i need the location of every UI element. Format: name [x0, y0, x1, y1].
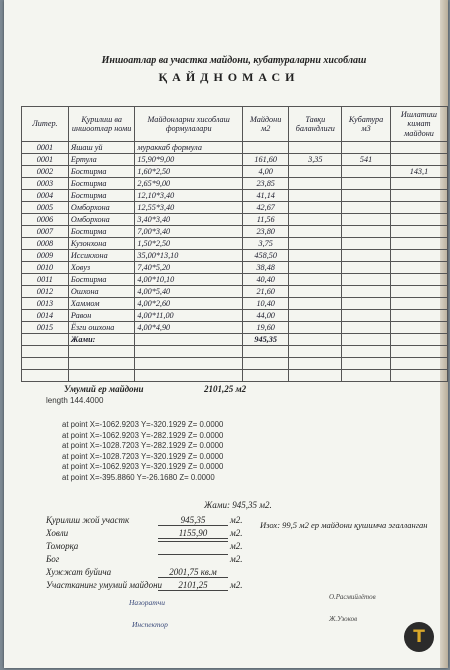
cell-height	[289, 322, 342, 334]
table-row	[22, 166, 448, 178]
point-row: at point X=-1028.7203 Y=-282.1929 Z= 0.0000	[62, 441, 224, 450]
summary-unit: м2.	[230, 541, 243, 551]
cell-liter: 0011	[22, 274, 69, 286]
cell-volume	[342, 274, 391, 286]
table-row	[22, 154, 448, 166]
empty-cell	[390, 334, 447, 346]
col-header-height: Тавқи баландлиги	[289, 107, 342, 142]
cell-formula: 7,40*5,20	[135, 262, 243, 274]
col-header-name: Қурилиш ва иншоотлар номи	[68, 107, 135, 142]
cell-formula: 4,00*5,40	[135, 286, 243, 298]
inspector-label: Инспектор	[132, 620, 168, 629]
summary-label: Ховли	[46, 528, 69, 538]
empty-cell	[342, 370, 391, 382]
summary-value: 2101,25	[158, 580, 228, 591]
cell-liter: 0007	[22, 226, 69, 238]
empty-cell	[342, 346, 391, 358]
col-header-liter: Литер.	[22, 107, 69, 142]
cell-usable-area	[390, 250, 447, 262]
cell-volume	[342, 178, 391, 190]
cell-volume	[342, 142, 391, 154]
table-row	[22, 322, 448, 334]
cell-liter: 0010	[22, 262, 69, 274]
cell-height	[289, 250, 342, 262]
cell-formula: 12,55*3,40	[135, 202, 243, 214]
table-row	[22, 310, 448, 322]
table-body	[22, 142, 448, 382]
empty-cell	[135, 370, 243, 382]
cell-usable-area	[390, 154, 447, 166]
cell-liter: 0008	[22, 238, 69, 250]
signature-1: О.Расмийлётов	[329, 593, 376, 601]
empty-cell	[242, 358, 288, 370]
cell-height	[289, 262, 342, 274]
cell-usable-area: 143,1	[390, 166, 447, 178]
empty-cell	[135, 358, 243, 370]
summary-label: Хужжат буйича	[46, 567, 112, 577]
empty-cell	[289, 370, 342, 382]
cell-usable-area	[390, 322, 447, 334]
cell-name: Бостирма	[68, 190, 135, 202]
blank-row	[22, 346, 448, 358]
cell-area: 23,80	[242, 226, 288, 238]
summary-label: Томорқа	[46, 541, 79, 551]
empty-cell	[22, 334, 69, 346]
empty-cell	[289, 334, 342, 346]
summary-unit: м2.	[230, 554, 243, 564]
cell-volume	[342, 310, 391, 322]
table-row	[22, 286, 448, 298]
cell-area: 44,00	[242, 310, 288, 322]
cell-name: Хаммом	[68, 298, 135, 310]
empty-cell	[342, 358, 391, 370]
land-area-label: Умумий ер майдони	[64, 384, 144, 394]
cell-usable-area	[390, 178, 447, 190]
cell-liter: 0005	[22, 202, 69, 214]
app-logo-icon[interactable]: T	[404, 622, 434, 652]
empty-cell	[390, 358, 447, 370]
empty-cell	[390, 346, 447, 358]
empty-cell	[342, 334, 391, 346]
cell-formula: 7,00*3,40	[135, 226, 243, 238]
cell-formula: 4,00*11,00	[135, 310, 243, 322]
cell-formula: 4,00*10,10	[135, 274, 243, 286]
buildings-table	[21, 106, 448, 382]
signature-2: Ж.Узоков	[329, 615, 358, 623]
table-total-row	[22, 334, 448, 346]
cell-volume	[342, 166, 391, 178]
cell-name: Кузонхона	[68, 238, 135, 250]
cell-name: Омборхона	[68, 214, 135, 226]
cell-name: Бостирма	[68, 274, 135, 286]
cell-volume	[342, 214, 391, 226]
empty-cell	[289, 346, 342, 358]
cell-height	[289, 310, 342, 322]
empty-cell	[135, 346, 243, 358]
cell-usable-area	[390, 142, 447, 154]
cell-area: 38,48	[242, 262, 288, 274]
empty-cell	[22, 358, 69, 370]
cell-name: Ёзги ошхона	[68, 322, 135, 334]
cell-area: 4,00	[242, 166, 288, 178]
cell-name: Равон	[68, 310, 135, 322]
cell-usable-area	[390, 202, 447, 214]
cell-usable-area	[390, 226, 447, 238]
cell-area: 41,14	[242, 190, 288, 202]
cell-area: 23,85	[242, 178, 288, 190]
table-row	[22, 250, 448, 262]
cell-height	[289, 202, 342, 214]
cell-liter: 0009	[22, 250, 69, 262]
cell-area: 19,60	[242, 322, 288, 334]
cell-liter: 0001	[22, 154, 69, 166]
summary-unit: м2.	[230, 528, 243, 538]
cell-height	[289, 238, 342, 250]
cell-name: Бостирма	[68, 178, 135, 190]
cell-liter: 0006	[22, 214, 69, 226]
table-row	[22, 202, 448, 214]
length-readout: length 144.4000	[46, 396, 104, 405]
cell-height	[289, 226, 342, 238]
cell-liter: 0013	[22, 298, 69, 310]
table-header-row	[22, 107, 448, 142]
col-header-usable-area: Ишлатиш кимат майдони	[390, 107, 447, 142]
cell-area: 21,60	[242, 286, 288, 298]
cell-formula: 12,10*3,40	[135, 190, 243, 202]
empty-cell	[242, 370, 288, 382]
table-row	[22, 298, 448, 310]
cell-formula: 4,00*4,90	[135, 322, 243, 334]
col-header-area: Майдони м2	[242, 107, 288, 142]
cell-usable-area	[390, 298, 447, 310]
cell-formula: 1,60*2,50	[135, 166, 243, 178]
summary-value: 945,35	[158, 515, 228, 526]
table-row	[22, 142, 448, 154]
table-row	[22, 178, 448, 190]
cell-usable-area	[390, 238, 447, 250]
col-header-formula: Майдонларни хисоблаш формулалари	[135, 107, 243, 142]
cell-height	[289, 190, 342, 202]
empty-cell	[68, 358, 135, 370]
total-area-line: Жами: 945,35 м2.	[204, 500, 272, 510]
summary-value: 2001,75 кв.м	[158, 567, 228, 578]
cell-height	[289, 166, 342, 178]
cell-area: 161,60	[242, 154, 288, 166]
col-header-volume: Кубатура м3	[342, 107, 391, 142]
cell-area: 3,75	[242, 238, 288, 250]
point-row: at point X=-395.8860 Y=-26.1680 Z= 0.0000	[62, 472, 215, 482]
table-row	[22, 274, 448, 286]
cell-volume	[342, 190, 391, 202]
cell-usable-area	[390, 286, 447, 298]
summary-label: Бог	[46, 554, 60, 564]
empty-cell	[242, 346, 288, 358]
point-row: at point X=-1028.7203 Y=-320.1929 Z= 0.0000	[62, 451, 224, 461]
table-row	[22, 214, 448, 226]
summary-label: Участканинг умумий майдони	[46, 580, 163, 590]
empty-cell	[289, 358, 342, 370]
summary-value	[158, 554, 228, 555]
point-list	[62, 420, 223, 483]
cell-height	[289, 178, 342, 190]
table-row	[22, 238, 448, 250]
cell-area: 10,40	[242, 298, 288, 310]
document-subtitle: Иншоатлар ва участка майдони, кубатураларни хисоблаш	[101, 55, 367, 66]
document-page	[4, 0, 448, 668]
cell-area	[242, 142, 288, 154]
cell-area: 458,50	[242, 250, 288, 262]
cell-liter: 0015	[22, 322, 69, 334]
cell-volume	[342, 298, 391, 310]
cell-volume	[342, 238, 391, 250]
cell-formula: мураккаб формула	[135, 142, 243, 154]
cell-formula: 3,40*3,40	[135, 214, 243, 226]
cell-liter: 0014	[22, 310, 69, 322]
cell-volume	[342, 250, 391, 262]
summary-unit: м2.	[230, 580, 243, 590]
cell-liter: 0004	[22, 190, 69, 202]
cell-height	[289, 286, 342, 298]
note-text: Изох: 99,5 м2 ер майдони қушимча эгалланган	[260, 520, 428, 530]
cell-volume	[342, 322, 391, 334]
cell-name: Омборхона	[68, 202, 135, 214]
cell-area: 42,67	[242, 202, 288, 214]
cell-volume	[342, 262, 391, 274]
empty-cell	[22, 346, 69, 358]
cell-height	[289, 298, 342, 310]
cell-name: Ошхона	[68, 286, 135, 298]
table-row	[22, 226, 448, 238]
cell-usable-area	[390, 310, 447, 322]
summary-value	[158, 541, 228, 542]
cell-name: Ертула	[68, 154, 135, 166]
cell-area: 11,56	[242, 214, 288, 226]
cell-area: 40,40	[242, 274, 288, 286]
cell-volume	[342, 286, 391, 298]
cell-volume	[342, 202, 391, 214]
cell-volume	[342, 226, 391, 238]
cell-height	[289, 274, 342, 286]
cell-name: Яшаш уй	[68, 142, 135, 154]
cell-height	[289, 142, 342, 154]
cell-formula: 35,00*13,10	[135, 250, 243, 262]
summary-unit: м2.	[230, 515, 243, 525]
point-row: at point X=-1062.9203 Y=-320.1929 Z= 0.0000	[62, 462, 224, 471]
cell-formula: 15,90*9,00	[135, 154, 243, 166]
approved-label: Назоратчи	[129, 598, 165, 607]
cell-usable-area	[390, 262, 447, 274]
empty-cell	[135, 334, 243, 346]
cell-usable-area	[390, 214, 447, 226]
cell-formula: 2,65*9,00	[135, 178, 243, 190]
cell-usable-area	[390, 274, 447, 286]
cell-liter: 0001	[22, 142, 69, 154]
document-title: ҚАЙДНОМАСИ	[158, 70, 300, 84]
empty-cell	[390, 370, 447, 382]
blank-row	[22, 370, 448, 382]
empty-cell	[68, 346, 135, 358]
table-row	[22, 262, 448, 274]
cell-formula: 1,50*2,50	[135, 238, 243, 250]
point-row: at point X=-1062.9203 Y=-320.1929 Z= 0.0000	[62, 420, 224, 429]
cell-name: Бостирма	[68, 226, 135, 238]
cell-name: Бостирма	[68, 166, 135, 178]
cell-usable-area	[390, 190, 447, 202]
cell-name: Иссикхона	[68, 250, 135, 262]
cell-liter: 0002	[22, 166, 69, 178]
table-row	[22, 190, 448, 202]
total-value: 945,35	[242, 334, 288, 346]
blank-row	[22, 358, 448, 370]
summary-value: 1155,90	[158, 528, 228, 539]
point-row: at point X=-1062.9203 Y=-282.1929 Z= 0.0000	[62, 430, 224, 440]
summary-label: Қурилиш жой участк	[46, 515, 130, 525]
land-area-value: 2101,25 м2	[204, 384, 247, 394]
cell-formula: 4,00*2,60	[135, 298, 243, 310]
empty-cell	[68, 370, 135, 382]
cell-liter: 0003	[22, 178, 69, 190]
cell-liter: 0012	[22, 286, 69, 298]
cell-height: 3,35	[289, 154, 342, 166]
cell-height	[289, 214, 342, 226]
empty-cell	[22, 370, 69, 382]
total-label: Жами:	[68, 334, 135, 346]
cell-volume: 541	[342, 154, 391, 166]
cell-name: Ховуз	[68, 262, 135, 274]
